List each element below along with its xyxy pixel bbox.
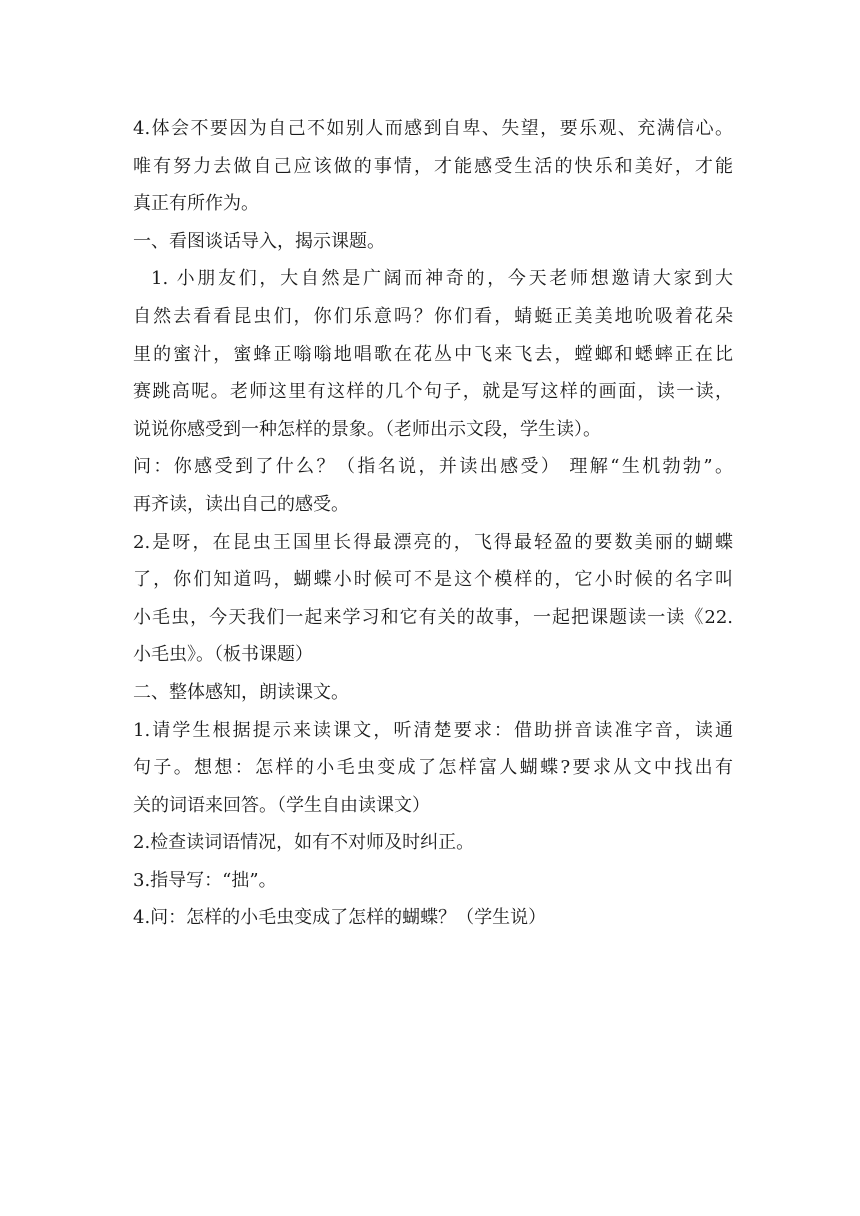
text-line: 问：你感受到了什么？（指名说，并读出感受） 理解“生机勃勃”。 <box>133 456 733 478</box>
text-line: 再齐读，读出自己的感受。 <box>133 493 349 515</box>
text-line: 小毛虫，今天我们一起来学习和它有关的故事，一起把课题读一读《22. <box>133 606 733 628</box>
text-line: 3.指导写：“拙”。 <box>133 869 277 891</box>
document-body <box>133 111 733 938</box>
text-line: 2.检查读词语情况，如有不对师及时纠正。 <box>133 832 475 854</box>
text-line: 里的蜜汁，蜜蜂正嗡嗡地唱歌在花丛中飞来飞去，螳螂和蟋蟀正在比 <box>133 343 733 365</box>
text-line: 自然去看看昆虫们，你们乐意吗？你们看，蜻蜓正美美地吮吸着花朵 <box>133 305 733 327</box>
text-line: 句子。想想：怎样的小毛虫变成了怎样富人蝴蝶?要求从文中找出有 <box>133 757 733 779</box>
text-line: 4.问：怎样的小毛虫变成了怎样的蝴蝶？（学生说） <box>133 907 547 929</box>
text-line: 赛跳高呢。老师这里有这样的几个句子，就是写这样的画面，读一读， <box>133 381 733 403</box>
text-line: 小毛虫》。（板书课题） <box>133 644 313 666</box>
text-line: 唯有努力去做自己应该做的事情，才能感受生活的快乐和美好，才能 <box>133 155 733 177</box>
text-line: 了，你们知道吗，蝴蝶小时候可不是这个模样的，它小时候的名字叫 <box>133 569 733 591</box>
section-heading: 二、整体感知，朗读课文。 <box>133 681 349 703</box>
text-line: 真正有所作为。 <box>133 193 259 215</box>
text-line: 说说你感受到一种怎样的景象。（老师出示文段，学生读）。 <box>133 418 601 440</box>
section-heading: 一、看图谈话导入，揭示课题。 <box>133 230 385 252</box>
text-line: 2.是呀，在昆虫王国里长得最漂亮的，飞得最轻盈的要数美丽的蝴蝶 <box>133 531 733 553</box>
text-line: 1. 小朋友们，大自然是广阔而神奇的，今天老师想邀请大家到大 <box>151 268 733 290</box>
text-line: 关的词语来回答。（学生自由读课文） <box>133 794 430 816</box>
text-line: 1.请学生根据提示来读课文，听清楚要求：借助拼音读准字音，读通 <box>133 719 733 741</box>
text-line: 4.体会不要因为自己不如别人而感到自卑、失望，要乐观、充满信心。 <box>133 118 733 139</box>
